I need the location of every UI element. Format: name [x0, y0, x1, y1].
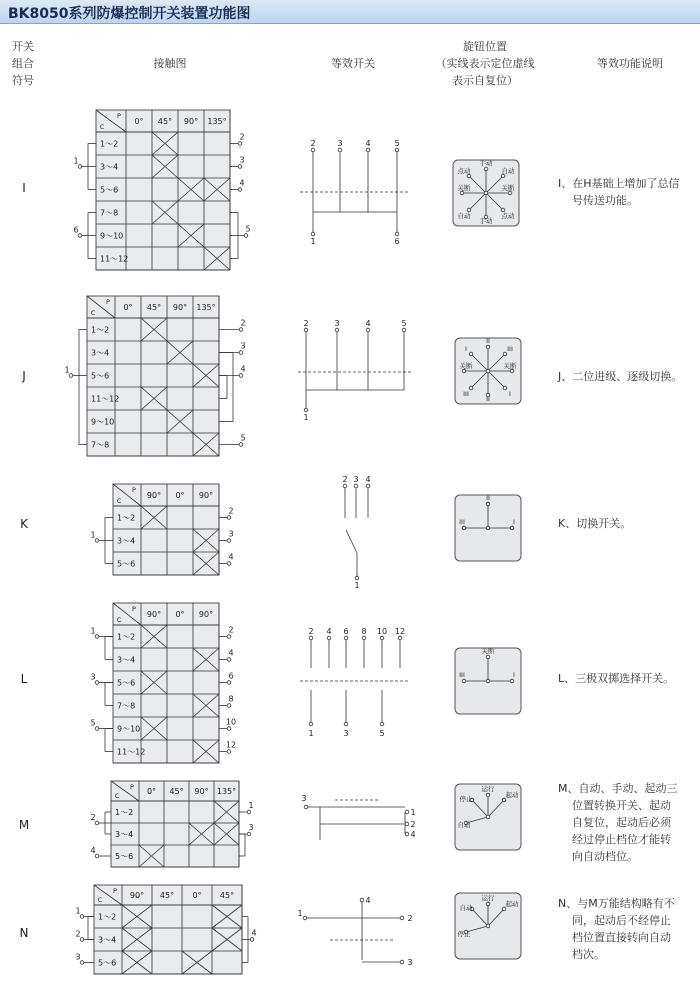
terminal-label: 5 — [245, 224, 251, 234]
row-label: 3～4 — [91, 348, 110, 358]
row-label: 1～2 — [100, 139, 119, 149]
terminal-label: 3 — [240, 341, 246, 351]
terminal-dot — [247, 832, 251, 836]
terminal-label: 4 — [228, 552, 234, 562]
switch-terminal — [400, 916, 404, 920]
switch-terminal — [380, 722, 384, 726]
switch-terminal-label: 6 — [394, 237, 400, 246]
terminal-dot — [95, 727, 99, 731]
switch-terminal-label: 6 — [343, 627, 349, 636]
terminal-label: 1 — [75, 906, 81, 916]
switch-terminal — [398, 636, 402, 640]
switch-blade — [346, 530, 357, 553]
knob-position-label: I — [465, 345, 467, 353]
angle-label: 45° — [219, 891, 235, 900]
angle-label: 0° — [175, 491, 185, 500]
switch-terminal — [395, 148, 399, 152]
header-knob-line: 旋钮位置 — [463, 40, 507, 53]
row-label: 5～6 — [115, 852, 134, 861]
row-label: 1～2 — [91, 325, 110, 335]
row-label: 5～6 — [91, 371, 110, 381]
switch-terminal-label: 10 — [376, 627, 388, 636]
terminal-label: 1 — [73, 156, 79, 166]
header-p-label: P — [106, 298, 110, 306]
description-line: J、二位进级、逐级切换。 — [558, 370, 683, 383]
switch-terminal — [400, 960, 404, 964]
terminal-label: 3 — [239, 155, 245, 165]
knob-position-dot — [469, 352, 473, 356]
row-label: 9～10 — [100, 231, 124, 241]
switch-terminal — [304, 805, 308, 809]
switch-terminal-label: 2 — [310, 139, 316, 148]
section-symbol: M — [18, 818, 30, 832]
terminal-dot — [250, 938, 254, 942]
description-line: 位置转换开关、起动 — [572, 799, 671, 812]
terminal-label: 2 — [90, 813, 96, 822]
terminal-dot — [227, 562, 231, 566]
switch-terminal — [366, 484, 370, 488]
switch-terminal — [311, 148, 315, 152]
terminal-dot — [227, 539, 231, 543]
knob-center-dot — [486, 924, 490, 928]
angle-label: 90° — [146, 610, 162, 619]
knob-center-dot — [486, 815, 490, 819]
switch-terminal — [402, 328, 406, 332]
terminal-dot — [69, 374, 73, 378]
terminal-label: 2 — [239, 132, 245, 142]
switch-terminal — [303, 916, 307, 920]
switch-terminal — [327, 636, 331, 640]
knob-position-label: 关断 — [503, 362, 517, 370]
knob-center-dot — [484, 191, 488, 195]
knob-position-dot — [462, 526, 466, 530]
terminal-dot — [244, 234, 248, 238]
switch-terminal-label: 2 — [303, 319, 309, 328]
angle-label: 0° — [175, 610, 185, 619]
switch-terminal-label: 2 — [308, 627, 314, 636]
angle-label: 90° — [183, 117, 199, 126]
header-c-label: C — [90, 309, 96, 317]
terminal-label: 3 — [228, 529, 234, 539]
row-label: 3～4 — [98, 935, 117, 945]
switch-terminal — [343, 484, 347, 488]
row-label: 11～12 — [117, 747, 146, 757]
terminal-dot — [95, 681, 99, 685]
terminal-dot — [95, 539, 99, 543]
section-symbol: N — [19, 926, 29, 940]
page-title: BK8050系列防爆控制开关装置功能图 — [8, 6, 251, 22]
header-c-label: C — [116, 616, 122, 624]
knob-position-label: 自动 — [457, 212, 471, 220]
switch-terminal — [355, 576, 359, 580]
row-label: 11～12 — [100, 254, 129, 264]
header-knob-line: （实线表示定位虚线 — [435, 57, 535, 70]
switch-terminal-label: 1 — [303, 413, 309, 422]
switch-terminal-label: 5 — [394, 139, 400, 148]
terminal-label: 4 — [251, 928, 257, 938]
terminal-dot — [227, 516, 231, 520]
terminal-dot — [227, 750, 231, 754]
terminal-label: 6 — [73, 225, 79, 235]
header-p-label: P — [130, 783, 134, 791]
terminal-dot — [227, 635, 231, 639]
switch-terminal-label: 8 — [361, 627, 367, 636]
description-line: 向自动档位。 — [572, 850, 638, 863]
description-line: L、三极双掷选择开关。 — [558, 672, 675, 685]
switch-terminal-label: 4 — [365, 319, 371, 328]
knob-position-label: III — [463, 390, 469, 398]
terminal-dot — [95, 635, 99, 639]
knob-position-label: 关断 — [459, 362, 473, 370]
terminal-dot — [80, 915, 84, 919]
switch-terminal-label: 4 — [326, 627, 332, 636]
knob-position-label: II — [486, 337, 490, 345]
header-contact: 接触图 — [153, 57, 187, 70]
description-line: 自复位，起动后必须 — [572, 816, 671, 829]
angle-label: 0° — [192, 891, 202, 900]
section-symbol: K — [20, 517, 28, 531]
angle-label: 90° — [198, 610, 214, 619]
header-function: 等效功能说明 — [597, 57, 663, 70]
knob-position-label: 手动 — [479, 159, 493, 167]
switch-terminal — [366, 148, 370, 152]
terminal-dot — [95, 821, 99, 825]
switch-terminal-label: 3 — [407, 958, 413, 967]
header-symbol-line: 开关 — [12, 40, 34, 53]
terminal-dot — [239, 374, 243, 378]
terminal-label: 6 — [228, 671, 234, 681]
angle-label: 0° — [123, 303, 133, 312]
angle-label: 0° — [146, 787, 157, 796]
angle-label: 90° — [146, 491, 162, 500]
description-line: 档次。 — [572, 948, 605, 961]
terminal-dot — [227, 704, 231, 708]
switch-terminal-label: 1 — [310, 237, 316, 246]
section-symbol: L — [20, 672, 28, 686]
terminal-dot — [80, 961, 84, 965]
knob-position-label: 关断 — [457, 184, 471, 192]
terminal-dot — [227, 727, 231, 731]
knob-position-dot — [510, 526, 514, 530]
angle-label: 135° — [196, 303, 216, 312]
terminal-label: 2 — [75, 929, 81, 939]
header-c-label: C — [116, 497, 122, 505]
knob-position-dot — [484, 167, 488, 171]
terminal-dot — [78, 165, 82, 169]
switch-terminal — [405, 822, 409, 826]
angle-label: 45° — [146, 303, 162, 312]
knob-position-dot — [503, 386, 507, 390]
knob-position-dot — [486, 502, 490, 506]
switch-terminal — [366, 328, 370, 332]
angle-label: 45° — [169, 787, 184, 796]
knob-position-label: I — [513, 671, 515, 679]
terminal-label: 4 — [239, 178, 245, 188]
terminal-label: 2 — [228, 506, 234, 516]
header-c-label: C — [99, 123, 105, 131]
angle-label: 135° — [216, 787, 237, 796]
row-label: 5～6 — [100, 185, 119, 195]
switch-terminal — [304, 408, 308, 412]
header-p-label: P — [132, 605, 136, 613]
row-label: 5～6 — [117, 678, 136, 688]
knob-center-dot — [486, 679, 490, 683]
knob-position-label: III — [507, 345, 513, 353]
switch-terminal — [309, 636, 313, 640]
terminal-label: 8 — [228, 694, 234, 704]
description-line: 档位置直接转向自动 — [572, 931, 671, 944]
row-label: 1～2 — [115, 808, 134, 817]
knob-position-label: 关断 — [481, 647, 495, 655]
switch-terminal — [362, 636, 366, 640]
terminal-dot — [247, 810, 251, 814]
terminal-label: 4 — [240, 364, 246, 374]
terminal-dot — [239, 443, 243, 447]
switch-terminal-label: 4 — [365, 896, 371, 905]
terminal-label: 2 — [240, 318, 246, 328]
switch-terminal — [309, 722, 313, 726]
terminal-dot — [227, 681, 231, 685]
switch-terminal-label: 1 — [354, 581, 360, 590]
knob-position-label: III — [459, 518, 465, 526]
header-p-label: P — [113, 887, 117, 895]
switch-terminal-label: 5 — [379, 729, 385, 738]
row-label: 7～8 — [100, 208, 119, 218]
angle-label: 90° — [198, 491, 214, 500]
description-line: 同，起动后不经停止 — [572, 914, 671, 927]
angle-label: 90° — [172, 303, 188, 312]
terminal-dot — [227, 658, 231, 662]
switch-terminal — [335, 328, 339, 332]
row-label: 9～10 — [91, 417, 115, 427]
row-label: 11～12 — [91, 394, 120, 404]
terminal-dot — [95, 854, 99, 858]
switch-terminal-label: 4 — [365, 139, 371, 148]
switch-terminal — [304, 328, 308, 332]
switch-terminal-label: 3 — [301, 794, 307, 803]
knob-center-dot — [486, 526, 490, 530]
knob-position-label: 起动 — [505, 900, 519, 908]
switch-terminal — [395, 232, 399, 236]
knob-center-dot — [486, 369, 490, 373]
switch-terminal-label: 2 — [342, 475, 348, 484]
knob-position-dot — [486, 345, 490, 349]
terminal-label: 1 — [248, 801, 254, 810]
header-switch: 等效开关 — [331, 57, 375, 70]
terminal-label: 3 — [90, 672, 96, 682]
row-label: 5～6 — [98, 958, 117, 968]
header-knob-line: 表示自复位） — [452, 74, 518, 87]
header-p-label: P — [117, 112, 121, 120]
header-c-label: C — [114, 792, 120, 800]
row-label: 3～4 — [100, 162, 119, 172]
terminal-label: 4 — [90, 846, 96, 855]
knob-position-dot — [486, 655, 490, 659]
knob-position-label: III — [459, 671, 465, 679]
row-label: 1～2 — [117, 513, 136, 523]
row-label: 3～4 — [117, 655, 136, 665]
header-p-label: P — [132, 486, 136, 494]
switch-terminal-label: 3 — [337, 139, 343, 148]
switch-terminal-label: 1 — [410, 808, 416, 817]
switch-terminal — [344, 636, 348, 640]
knob-position-label: I — [509, 390, 511, 398]
knob-position-label: 运行 — [481, 785, 495, 793]
terminal-label: 3 — [248, 823, 254, 832]
row-label: 3～4 — [117, 536, 136, 546]
switch-terminal — [354, 484, 358, 488]
switch-terminal-label: 2 — [410, 820, 416, 829]
switch-terminal — [360, 898, 364, 902]
angle-label: 45° — [159, 891, 175, 900]
description-line: M、自动、手动、起动三 — [558, 782, 678, 795]
switch-terminal-label: 5 — [401, 319, 407, 328]
row-label: 3～4 — [115, 830, 134, 839]
knob-position-dot — [469, 386, 473, 390]
switch-terminal — [380, 636, 384, 640]
knob-position-dot — [486, 902, 490, 906]
terminal-dot — [78, 234, 82, 238]
knob-position-dot — [462, 679, 466, 683]
switch-terminal-label: 4 — [365, 475, 371, 484]
switch-terminal — [344, 722, 348, 726]
angle-label: 135° — [207, 117, 227, 126]
knob-position-label: II — [486, 494, 490, 502]
terminal-dot — [238, 188, 242, 192]
terminal-dot — [238, 165, 242, 169]
row-label: 7～8 — [117, 701, 136, 711]
terminal-label: 1 — [90, 626, 96, 636]
row-label: 9～10 — [117, 724, 141, 734]
switch-terminal-label: 3 — [353, 475, 359, 484]
terminal-label: 12 — [225, 740, 237, 750]
switch-terminal-label: 3 — [334, 319, 340, 328]
terminal-dot — [239, 328, 243, 332]
terminal-label: 5 — [240, 433, 246, 443]
switch-terminal — [405, 810, 409, 814]
terminal-dot — [80, 938, 84, 942]
knob-position-label: I — [513, 518, 515, 526]
switch-terminal — [405, 832, 409, 836]
terminal-dot — [239, 351, 243, 355]
knob-position-dot — [486, 793, 490, 797]
switch-terminal — [311, 232, 315, 236]
header-symbol-line: 符号 — [12, 74, 34, 87]
description-line: K、切换开关。 — [558, 517, 632, 530]
switch-terminal-label: 3 — [343, 729, 349, 738]
row-label: 1～2 — [117, 632, 136, 642]
switch-terminal-label: 1 — [308, 729, 314, 738]
switch-terminal-label: 4 — [410, 830, 416, 839]
knob-position-label: 起动 — [505, 791, 519, 799]
switch-terminal — [338, 148, 342, 152]
row-label: 1～2 — [98, 912, 117, 922]
switch-terminal-label: 1 — [297, 909, 303, 918]
knob-position-label: 点动 — [457, 167, 471, 175]
section-symbol: I — [22, 181, 26, 195]
description-line: 号传送功能。 — [572, 194, 638, 207]
section-symbol: J — [22, 369, 26, 383]
switch-terminal-label: 12 — [394, 627, 406, 636]
description-line: N、与M万能结构略有不 — [558, 897, 675, 910]
knob-position-label: II — [486, 395, 490, 403]
terminal-dot — [238, 142, 242, 146]
description-line: I、在H基础上增加了总信 — [558, 177, 680, 190]
terminal-label: 1 — [64, 365, 70, 375]
terminal-label: 5 — [90, 718, 96, 728]
row-label: 5～6 — [117, 559, 136, 569]
terminal-label: 10 — [225, 717, 237, 727]
header-c-label: C — [97, 896, 103, 904]
row-label: 7～8 — [91, 440, 110, 450]
angle-label: 0° — [134, 117, 144, 126]
switch-terminal-label: 2 — [407, 914, 413, 923]
angle-label: 90° — [129, 891, 145, 900]
knob-position-label: 停止 — [459, 795, 473, 803]
terminal-label: 1 — [90, 530, 96, 540]
terminal-label: 3 — [75, 952, 81, 962]
description-line: 经过停止档位才能转 — [572, 833, 671, 846]
knob-position-label: 自动 — [457, 821, 471, 829]
angle-label: 90° — [194, 787, 209, 796]
knob-position-label: 自动 — [501, 167, 515, 175]
knob-position-label: 点动 — [501, 212, 515, 220]
knob-position-label: 手动 — [479, 217, 493, 225]
knob-position-label: 关断 — [501, 184, 515, 192]
terminal-label: 4 — [228, 648, 234, 658]
terminal-label: 2 — [228, 625, 234, 635]
knob-position-dot — [510, 679, 514, 683]
knob-position-label: 运行 — [481, 894, 495, 902]
header-symbol-line: 组合 — [12, 57, 34, 70]
angle-label: 45° — [157, 117, 173, 126]
knob-position-label: 自动 — [459, 904, 473, 912]
knob-position-label: 停止 — [457, 930, 471, 938]
